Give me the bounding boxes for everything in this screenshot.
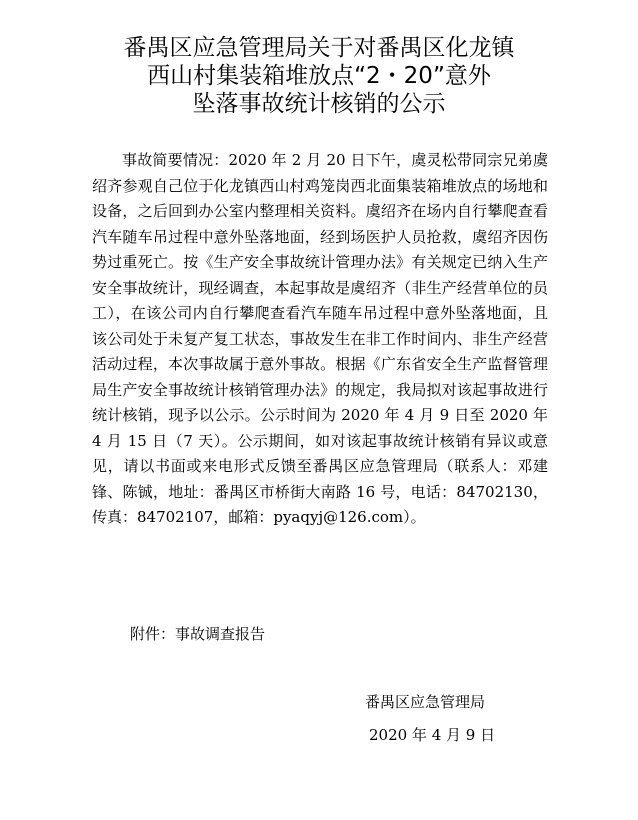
attachment-note: 附件：事故调查报告 <box>130 625 266 643</box>
document-title <box>0 34 638 118</box>
body-paragraph: 事故简要情况：2020 年 2 月 20 日下午，虞灵松带同宗兄弟虞绍齐参观自己位于化龙镇西山村鸡笼岗西北面集装箱堆放点的场地和设备，之后回到办公室内整理相关资料。虞绍齐在场内自行攀爬查看汽车随车吊过程中意外坠落地面，经到场医护人员抢救，虞绍齐因伤势过重死亡。按《生产安全事故统计管理办法》有关规定已纳入生产安全事故统计，现经调查，本起事故是虞绍齐（非生产经营单位的员工），在该公司内自行攀爬查看汽车随车吊过程中意外坠落地面，且该公司处于未复产复工状态，事故发生在非工作时间内、非生产经营活动过程，本次事故属于意外事故。根据《广东省安全生产监督管理局生产安全事故统计核销管理办法》的规定，我局拟对该起事故进行统计核销，现予以公示。公示时间为 2020 年 4 月 9 日至 2020 年 4 月 15 日（7 天）。公示期间，如对该起事故统计核销有异议或意见，请以书面或来电形式反馈至番禺区应急管理局（联系人：邓建锋、陈铖，地址：番禺区市桥街大南路 16 号，电话：84702130，传真：84702107，邮箱：pyaqyj@126.com）。 <box>92 151 548 526</box>
signature-date: 2020 年 4 月 9 日 <box>369 726 496 744</box>
title-line-1: 番禺区应急管理局关于对番禺区化龙镇 <box>123 35 515 61</box>
signature-org: 番禺区应急管理局 <box>365 693 486 711</box>
title-line-2: 西山村集装箱堆放点“2・20”意外 <box>147 63 491 89</box>
title-line-3: 坠落事故统计核销的公示 <box>192 91 446 117</box>
